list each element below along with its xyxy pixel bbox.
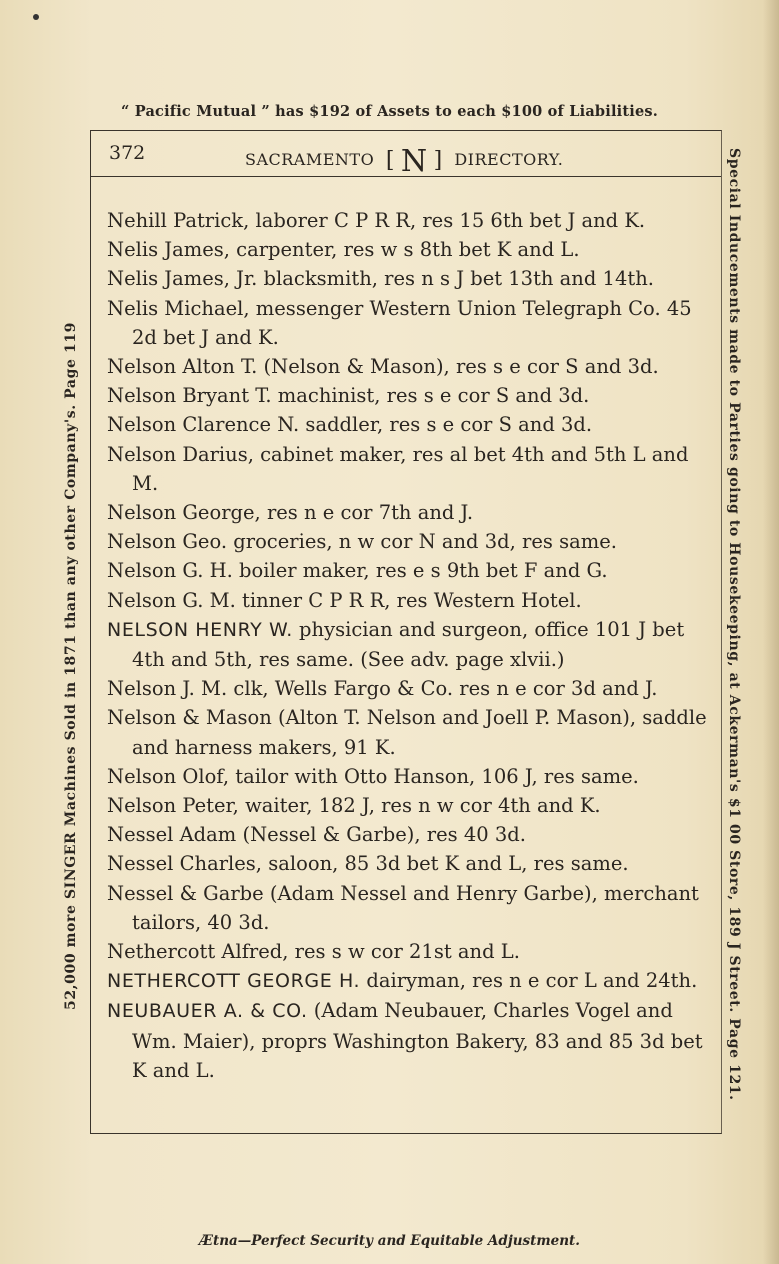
directory-entry (107, 440, 709, 498)
entry-details: (Nelson & Mason), res s e cor S and 3d. (257, 355, 659, 379)
entry-name: Nelson Clarence N. (107, 413, 300, 437)
entry-details: carpenter, res w s 8th bet K and L. (229, 238, 580, 262)
entry-details: (Adam Nessel and Henry Garbe), merchant tailors, 40 3d. (132, 881, 699, 934)
entry-name: Nelson J. M. (107, 677, 228, 701)
entry-name: Nelis James, Jr. (107, 267, 258, 291)
directory-entry (107, 498, 709, 527)
entry-name: Nethercott Alfred, (107, 940, 289, 964)
entry-name: Nelson George, (107, 501, 261, 525)
entry-name: Nelson Alton T. (107, 355, 258, 379)
header-directory: DIRECTORY. (454, 150, 564, 169)
directory-entry (107, 206, 709, 235)
entry-name: Nessel Charles, (107, 852, 263, 876)
entry-details: tinner C P R R, res Western Hotel. (235, 588, 582, 612)
right-side-advert: Special Inducements made to Parties going to Housekeeping, at Ackerman's $1 00 Store, 189 J Street. Page 121. (726, 148, 742, 1101)
directory-entry (107, 556, 709, 585)
entry-details: (Nessel & Garbe), res 40 3d. (236, 823, 526, 847)
directory-entry (107, 879, 709, 937)
entry-details: boiler maker, res e s 9th bet F and G. (232, 559, 608, 583)
directory-entry (107, 674, 709, 703)
entry-name: Nelson & Mason (107, 706, 272, 730)
entry-details: dairyman, res n e cor L and 24th. (360, 969, 698, 993)
entry-details: messenger Western Union Telegraph Co. 45 2d bet J and K. (132, 296, 692, 349)
entry-details: machinist, res s e cor S and 3d. (271, 384, 590, 408)
entry-name: Nelson Darius, (107, 442, 254, 466)
top-advert-banner: “ Pacific Mutual ” has $192 of Assets to each $100 of Liabilities. (120, 103, 659, 120)
left-side-advert: 52,000 more SINGER Machines Sold in 1871 than any other Company's. Page 119 (63, 322, 79, 1010)
directory-entry (107, 762, 709, 791)
header-bracket-open: [ (385, 148, 395, 173)
entry-name: Nelson Geo. (107, 530, 228, 554)
entry-name: Nelson G. H. (107, 559, 233, 583)
directory-entry (107, 820, 709, 849)
header-title-group (245, 144, 563, 179)
entry-details: saloon, 85 3d bet K and L, res same. (262, 852, 629, 876)
entry-name-caps: NEUBAUER A. & CO. (107, 1000, 308, 1023)
entry-name: Nelson Olof, (107, 764, 230, 788)
entry-details: groceries, n w cor N and 3d, res same. (227, 530, 617, 554)
entry-details: res s w cor 21st and L. (288, 940, 520, 964)
header-bracket-close: ] (433, 148, 443, 173)
entry-details: cabinet maker, res al bet 4th and 5th L and M. (132, 442, 689, 495)
directory-entry (107, 381, 709, 410)
header-letter: N (400, 144, 428, 179)
directory-entry (107, 235, 709, 264)
entry-name-caps: NELSON HENRY W. (107, 618, 293, 641)
directory-entry (107, 996, 709, 1085)
directory-entry (107, 791, 709, 820)
entry-details: waiter, 182 J, res n w cor 4th and K. (238, 794, 601, 818)
entry-details: laborer C P R R, res 15 6th bet J and K. (249, 209, 646, 232)
directory-entry (107, 352, 709, 381)
bottom-advert-banner: Ætna—Perfect Security and Equitable Adjustment. (199, 1233, 580, 1249)
page-edge-shadow (763, 0, 779, 1264)
entry-details: physician and surgeon, office 101 J bet 4th and 5th, res same. (See adv. page xlvii.) (132, 617, 685, 672)
directory-entry (107, 586, 709, 615)
header-rule (91, 176, 721, 177)
entry-name-caps: NETHERCOTT GEORGE H. (107, 970, 361, 993)
entry-details: (Alton T. Nelson and Joell P. Mason), saddle and harness makers, 91 K. (132, 706, 707, 759)
entry-name: Nelson G. M. (107, 588, 236, 612)
directory-entry (107, 966, 709, 996)
header-city: SACRAMENTO (245, 150, 375, 169)
entry-details: tailor with Otto Hanson, 106 J, res same. (229, 764, 639, 788)
entry-name: Nessel Adam (107, 823, 237, 847)
ink-dot (33, 14, 39, 20)
entry-details: res n e cor 7th and J. (260, 501, 474, 525)
entry-details: clk, Wells Fargo & Co. res n e cor 3d and J. (227, 677, 658, 701)
entry-name: Nelson Peter, (107, 794, 239, 818)
directory-entry (107, 937, 709, 966)
directory-entry (107, 527, 709, 556)
directory-entry (107, 703, 709, 761)
page-number: 372 (109, 142, 146, 164)
entry-name: Nessel & Garbe (107, 881, 264, 905)
directory-entry (107, 615, 709, 674)
entry-details: saddler, res s e cor S and 3d. (299, 413, 593, 437)
directory-entry (107, 264, 709, 293)
entry-name: Nelson Bryant T. (107, 384, 272, 408)
entry-name: Nehill Patrick, (107, 209, 250, 232)
entry-name: Nelis Michael, (107, 296, 250, 320)
entry-details: blacksmith, res n s J bet 13th and 14th. (257, 267, 654, 291)
directory-entry (107, 294, 709, 352)
entry-details: (Adam Neubauer, Charles Vogel and Wm. Maier), proprs Washington Bakery, 83 and 85 3d bet K and L. (132, 999, 703, 1082)
directory-entry (107, 849, 709, 878)
running-header (107, 138, 707, 179)
directory-entry (107, 410, 709, 439)
directory-entries (107, 206, 709, 1085)
entry-name: Nelis James, (107, 238, 230, 262)
